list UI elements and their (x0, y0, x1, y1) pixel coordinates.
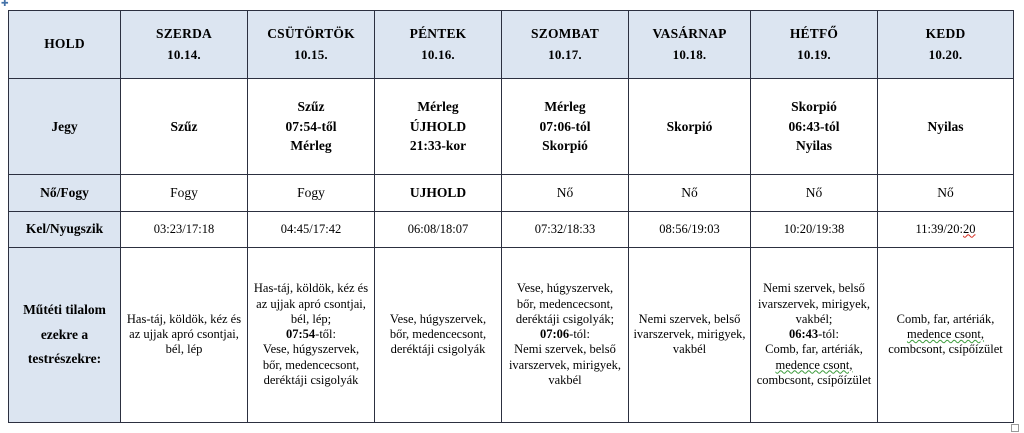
body-text: Vese, húgyszervek, bőr, medencecsont, deréktáji csigolyák (262, 342, 360, 387)
flagged-phrase (755, 358, 873, 373)
text-line: Műtéti tilalom (23, 302, 106, 318)
text-line: Nyilas (927, 118, 964, 134)
jegy-cell-szerda (121, 79, 248, 175)
body-text: Nemi szervek, belső ivarszervek, mirigyek, vakbél; (757, 281, 871, 326)
row-label-muteti-tilalom (9, 247, 121, 422)
text-line: Mérleg (417, 99, 459, 115)
surgery-cell-hetfo (751, 247, 878, 422)
text-line: Skorpió (542, 138, 588, 154)
time-transition: 07:54-től: (285, 327, 336, 342)
phase-cell-hetfo: Nő (751, 175, 878, 211)
day-date: 10.20. (928, 47, 963, 63)
day-name: SZOMBAT (531, 25, 599, 41)
corner-label-hold (9, 11, 121, 79)
table-move-handle[interactable]: ✚ (1, 0, 9, 9)
day-date: 10.18. (672, 47, 707, 63)
jegy-cell-csutortok (248, 79, 375, 175)
day-date: 10.16. (421, 47, 455, 63)
row-risesets (9, 211, 1014, 247)
column-header-szombat (502, 11, 629, 79)
risesets-cell-hetfo: 10:20/19:38 (751, 211, 878, 247)
text-line: 21:33-kor (409, 138, 467, 154)
table-resize-handle[interactable] (1011, 424, 1019, 432)
corner-label-text: HOLD (44, 36, 85, 52)
time-transition: 07:06-tól: (539, 327, 590, 342)
table-header-row (9, 11, 1014, 79)
phase-cell-csutortok: Fogy (248, 175, 375, 211)
text-line: ezekre a (40, 326, 89, 342)
risesets-cell-szombat: 07:32/18:33 (502, 211, 629, 247)
row-label-jegy (9, 79, 121, 175)
phase-cell-pentek: UJHOLD (375, 175, 502, 211)
text-line: Mérleg (544, 99, 586, 115)
day-name: HÉTFŐ (789, 25, 839, 41)
grammar-underline: medence csont, (775, 357, 853, 372)
body-text: Comb, far, artériák, (896, 311, 995, 326)
time-transition: 06:43-tól: (788, 327, 839, 342)
jegy-cell-szombat (502, 79, 629, 175)
surgery-cell-pentek (375, 247, 502, 422)
row-label-no-fogy (9, 175, 121, 211)
surgery-cell-vasarnap (629, 247, 751, 422)
surgery-cell-szombat (502, 247, 629, 422)
body-text: Vese, húgyszervek, bőr, medencecsont, deréktáji csigolyák (389, 311, 487, 357)
text-line: 07:54-től (285, 118, 337, 134)
surgery-cell-kedd (878, 247, 1014, 422)
body-text: Has-táj, köldök, kéz és az ujjak apró csontjai, bél, lép; (253, 281, 369, 326)
jegy-cell-kedd (878, 79, 1014, 175)
phase-cell-vasarnap: Nő (629, 175, 751, 211)
transition-time: 07:06 (539, 327, 570, 342)
phase-cell-szombat: Nő (502, 175, 629, 211)
text-line: Skorpió (666, 118, 713, 134)
text-line: Mérleg (290, 138, 332, 154)
column-header-szerda (121, 11, 248, 79)
lunar-calendar-table (8, 10, 1014, 423)
body-text: Vese, húgyszervek, bőr, medencecsont, deréktáji csigolyák; (515, 281, 615, 326)
column-header-kedd (878, 11, 1014, 79)
body-text: Nemi szervek, belső ivarszervek, mirigyek, vakbél (508, 342, 622, 387)
column-header-csutortok (248, 11, 375, 79)
day-date: 10.17. (548, 47, 582, 63)
risesets-cell-vasarnap: 08:56/19:03 (629, 211, 751, 247)
risesets-cell-szerda: 03:23/17:18 (121, 211, 248, 247)
body-text: Comb, far, artériák, (765, 342, 863, 357)
surgery-cell-csutortok (248, 247, 375, 422)
day-name: SZERDA (156, 25, 212, 41)
row-label-text: Kel/Nyugszik (25, 220, 104, 236)
text-line: ÚJHOLD (409, 118, 467, 134)
row-phase (9, 175, 1014, 211)
day-date: 10.19. (797, 47, 831, 63)
body-text: Has-táj, köldök, kéz és az ujjak apró csontjai, bél, lép (126, 311, 242, 357)
surgery-cell-szerda (121, 247, 248, 422)
text-line: Skorpió (791, 99, 837, 115)
day-date: 10.14. (167, 47, 201, 63)
jegy-cell-vasarnap (629, 79, 751, 175)
body-text: combcsont, csípőízület (756, 372, 872, 387)
jegy-cell-hetfo (751, 79, 878, 175)
text-line: 06:43-tól (788, 118, 840, 134)
row-label-text: Jegy (51, 118, 78, 134)
text-line: Szűz (170, 118, 198, 134)
column-header-hetfo (751, 11, 878, 79)
risesets-cell-pentek: 06:08/18:07 (375, 211, 502, 247)
day-name: VASÁRNAP (652, 25, 727, 41)
row-label-text: Nő/Fogy (40, 184, 89, 200)
row-label-kel-nyugszik (9, 211, 121, 247)
phase-cell-szerda: Fogy (121, 175, 248, 211)
phase-cell-kedd: Nő (878, 175, 1014, 211)
day-name: KEDD (925, 25, 966, 41)
day-date: 10.15. (294, 47, 328, 63)
transition-time: 06:43 (788, 327, 819, 342)
column-header-vasarnap (629, 11, 751, 79)
body-text: Nemi szervek, belső ivarszervek, mirigyek, vakbél (633, 311, 746, 357)
grammar-underline: medence csont, (906, 327, 985, 342)
day-name: CSÜTÖRTÖK (267, 25, 355, 41)
risesets-cell-kedd: 11:39/20:20 (878, 211, 1014, 247)
flagged-phrase (882, 327, 1009, 342)
jegy-cell-pentek (375, 79, 502, 175)
spellcheck-underline: 20 (962, 221, 976, 236)
text-line: 07:06-tól (539, 118, 591, 134)
row-jegy (9, 79, 1014, 175)
column-header-pentek (375, 11, 502, 79)
body-text: combcsont, csípőízület (888, 342, 1003, 357)
row-surgery (9, 247, 1014, 422)
text-line: testrészekre: (27, 351, 102, 367)
text-line: Szűz (297, 99, 325, 115)
text-line: Nyilas (795, 138, 832, 154)
transition-time: 07:54 (285, 327, 316, 342)
risesets-cell-csutortok: 04:45/17:42 (248, 211, 375, 247)
day-name: PÉNTEK (409, 25, 467, 41)
